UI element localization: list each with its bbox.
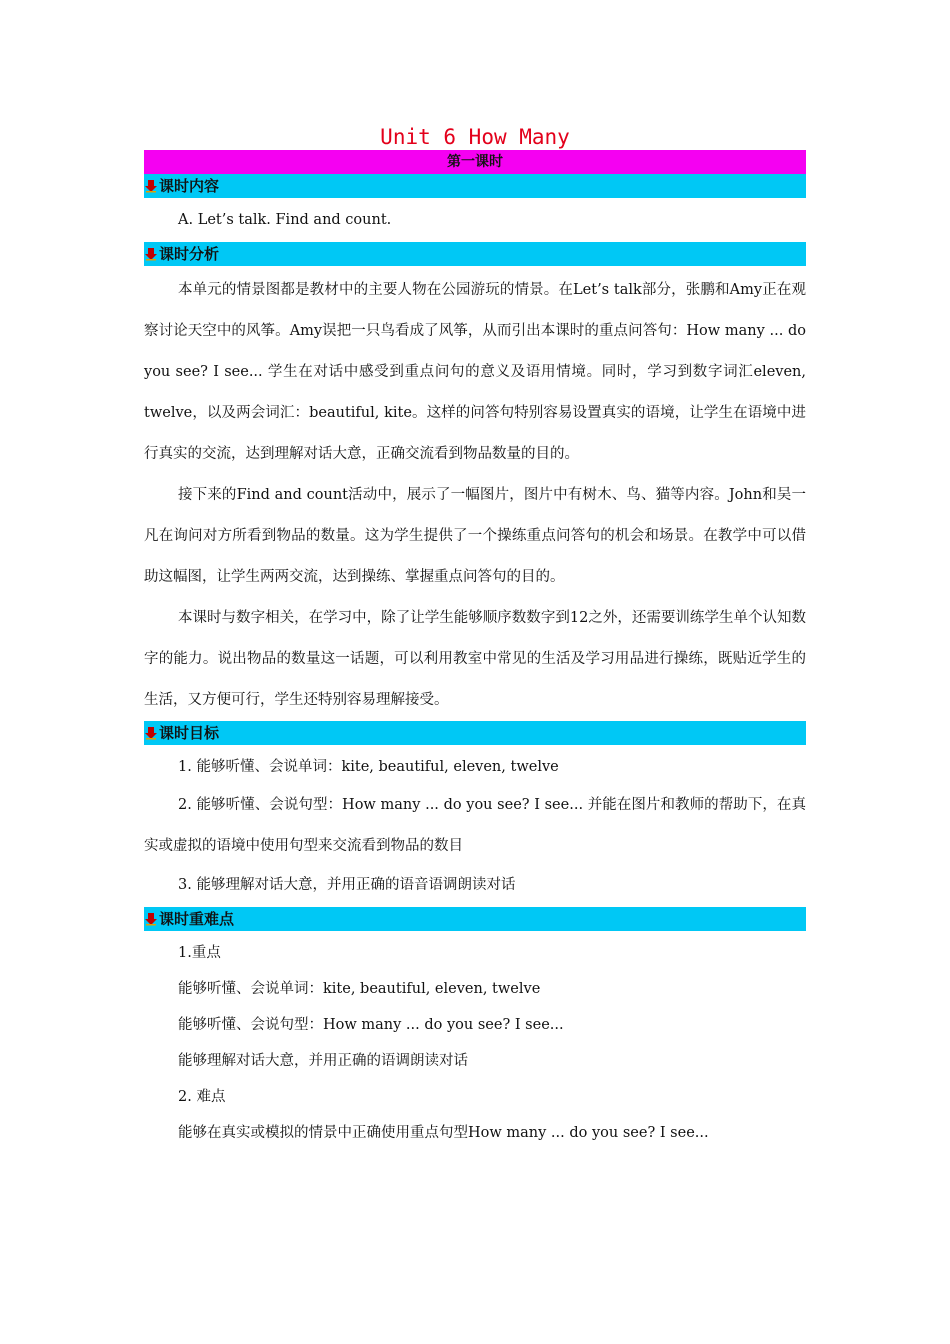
section-header-label: 课时目标 bbox=[159, 724, 220, 742]
goal-item: 3. 能够理解对话大意，并用正确的语音语调朗读对话 bbox=[178, 877, 516, 893]
difficulty-heading: 2. 难点 bbox=[178, 1089, 226, 1105]
section-header-goals bbox=[144, 721, 806, 745]
lesson-bar: 第一课时 bbox=[144, 150, 806, 174]
section-header-label: 课时重难点 bbox=[159, 910, 235, 928]
section-header-analysis bbox=[144, 242, 806, 266]
document-content bbox=[144, 124, 806, 1151]
keypoint-line: 能够听懂、会说句型：How many ... do you see? I see... bbox=[178, 1017, 564, 1033]
down-arrow-icon bbox=[144, 179, 158, 193]
analysis-paragraph: 本单元的情景图都是教材中的主要人物在公园游玩的情景。在Let’s talk部分，张鹏和Amy正在观察讨论天空中的风筝。Amy误把一只鸟看成了风筝，从而引出本课时的重点问答句：How many ... do you see? I see... 学生在对话中感受到重点问句的意义及语用情境。同时，学习到数字词汇eleven, twelve，以及两会词汇：beautiful, kite。这样的问答句特别容易设置真实的语境，让学生在语境中进行真实的交流，达到理解对话大意，正确交流看到物品数量的目的。 bbox=[144, 282, 806, 462]
down-arrow-icon bbox=[144, 912, 158, 926]
section-header-content bbox=[144, 174, 806, 198]
analysis-paragraph: 接下来的Find and count活动中，展示了一幅图片，图片中有树木、鸟、猫等内容。John和吴一凡在询问对方所看到物品的数量。这为学生提供了一个操练重点问答句的机会和场景。在教学中可以借助这幅图，让学生两两交流，达到操练、掌握重点问答句的目的。 bbox=[144, 487, 806, 585]
down-arrow-icon bbox=[144, 247, 158, 261]
content-text: A. Let’s talk. Find and count. bbox=[178, 212, 392, 228]
keypoint-line: 能够听懂、会说单词：kite, beautiful, eleven, twelve bbox=[178, 981, 541, 997]
section-header-keypoints bbox=[144, 907, 806, 931]
goal-item: 2. 能够听懂、会说句型：How many ... do you see? I see... 并能在图片和教师的帮助下，在真实或虚拟的语境中使用句型来交流看到物品的数目 bbox=[144, 797, 806, 854]
keypoint-heading: 1.重点 bbox=[178, 945, 221, 961]
section-header-label: 课时分析 bbox=[159, 245, 220, 263]
keypoint-line: 能够在真实或模拟的情景中正确使用重点句型How many ... do you see? I see... bbox=[178, 1125, 709, 1141]
section-header-label: 课时内容 bbox=[159, 177, 220, 195]
goal-item: 1. 能够听懂、会说单词：kite, beautiful, eleven, twelve bbox=[178, 759, 559, 775]
page-title: Unit 6 How Many bbox=[380, 125, 570, 149]
analysis-paragraph: 本课时与数字相关，在学习中，除了让学生能够顺序数数字到12之外，还需要训练学生单个认知数字的能力。说出物品的数量这一话题，可以利用教室中常见的生活及学习用品进行操练，既贴近学生的生活，又方便可行，学生还特别容易理解接受。 bbox=[144, 610, 806, 708]
down-arrow-icon bbox=[144, 726, 158, 740]
keypoint-line: 能够理解对话大意，并用正确的语调朗读对话 bbox=[178, 1053, 468, 1069]
